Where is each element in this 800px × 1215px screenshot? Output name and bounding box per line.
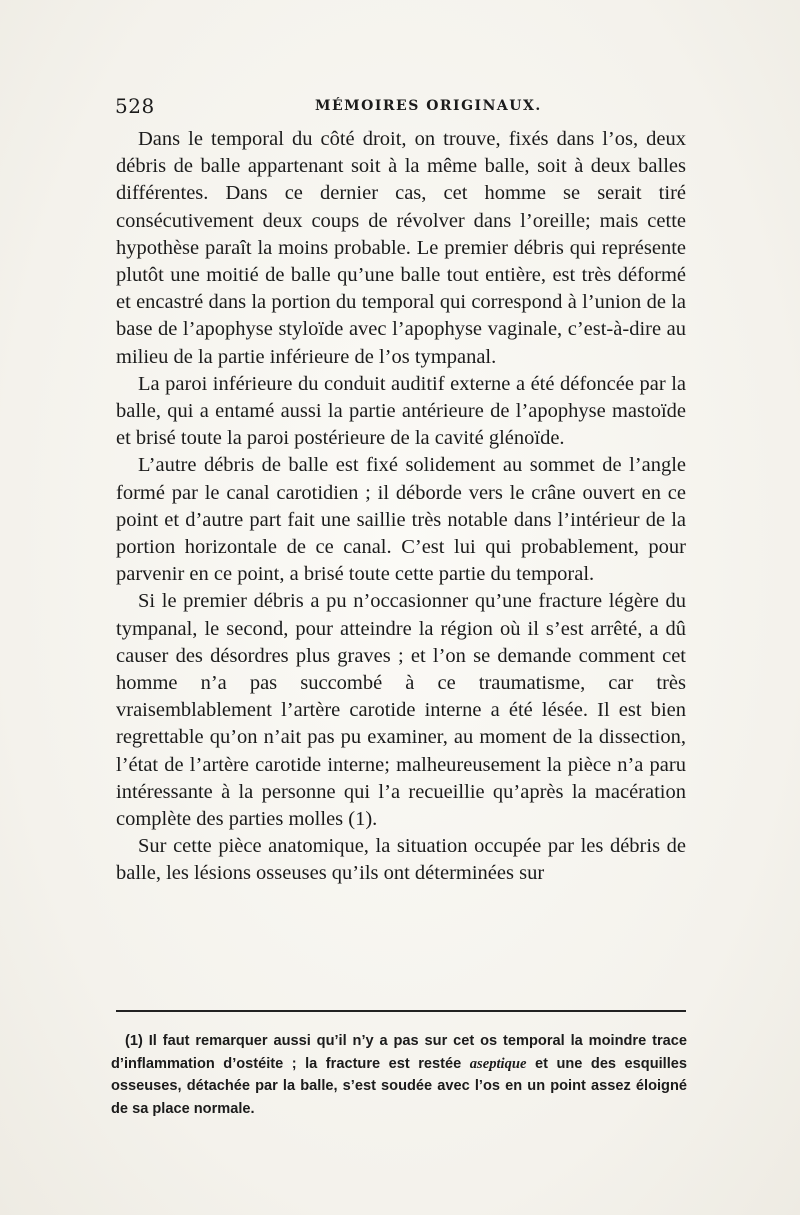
footnote-divider bbox=[116, 1010, 686, 1012]
body-text bbox=[116, 126, 686, 888]
paragraph-3: L’autre débris de balle est fixé solidement au sommet de l’angle formé par le canal carotidien ; il déborde vers le crâne ouvert en ce point et d’autre part fait une saillie très notable dans l’intérieur de la portion horizontale de ce canal. C’est lui qui probablement, pour parvenir en ce point, a brisé toute cette partie du temporal. bbox=[116, 454, 686, 586]
footnote-text-after: et une des esquilles osseuses, détachée par la balle, s’est soudée avec l’os en un point assez éloigné de sa place normale. bbox=[111, 1055, 688, 1117]
paragraph-1: Dans le temporal du côté droit, on trouve, fixés dans l’os, deux débris de balle appartenant soit à la même balle, soit à deux balles différentes. Dans ce dernier cas, cet homme se serait tiré consécutivement deux coups de révolver dans l’oreille; mais cette hypothèse paraît la moins probable. Le premier débris qui représente plutôt une moitié de balle qu’une balle tout entière, est très déformé et encastré dans la portion du temporal qui correspond à l’union de la base de l’apophyse styloïde avec l’apophyse vaginale, c’est-à-dire au milieu de la partie inférieure de l’os tympanal. bbox=[116, 128, 686, 368]
paragraph-4: Si le premier débris a pu n’occasionner qu’une fracture légère du tympanal, le second, pour atteindre la région où il s’est arrêté, a dû causer des désordres plus graves ; et l’on se demande comment cet homme n’a pas succombé à ce traumatisme, car très vraisemblablement l’artère carotide interne a été lésée. Il est bien regrettable qu’on n’ait pas pu examiner, au moment de la dissection, l’état de l’artère carotide interne; malheureusement la pièce n’a paru intéressante à la personne qui l’a recueillie qu’après la macération complète des parties molles (1). bbox=[116, 590, 686, 831]
footnote-italic: aseptique bbox=[469, 1055, 527, 1072]
running-head: MÉMOIRES ORIGINAUX. bbox=[315, 98, 542, 114]
paragraph-5: Sur cette pièce anatomique, la situation occupée par les débris de balle, les lésions osseuses qu’ils ont déterminées sur bbox=[116, 835, 686, 885]
paragraph-2: La paroi inférieure du conduit auditif externe a été défoncée par la balle, qui a entamé aussi la partie antérieure de l’apophyse mastoïde et brisé toute la paroi postérieure de la cavité glénoïde. bbox=[116, 372, 686, 450]
page-header bbox=[115, 94, 685, 124]
page-number: 528 bbox=[115, 94, 155, 118]
footnote bbox=[111, 1030, 687, 1120]
footnote-text-before: (1) Il faut remarquer aussi qu’il n’y a pas sur cet os temporal la moindre trace d’inflammation d’ostéite ; la fracture est restée bbox=[111, 1033, 687, 1072]
